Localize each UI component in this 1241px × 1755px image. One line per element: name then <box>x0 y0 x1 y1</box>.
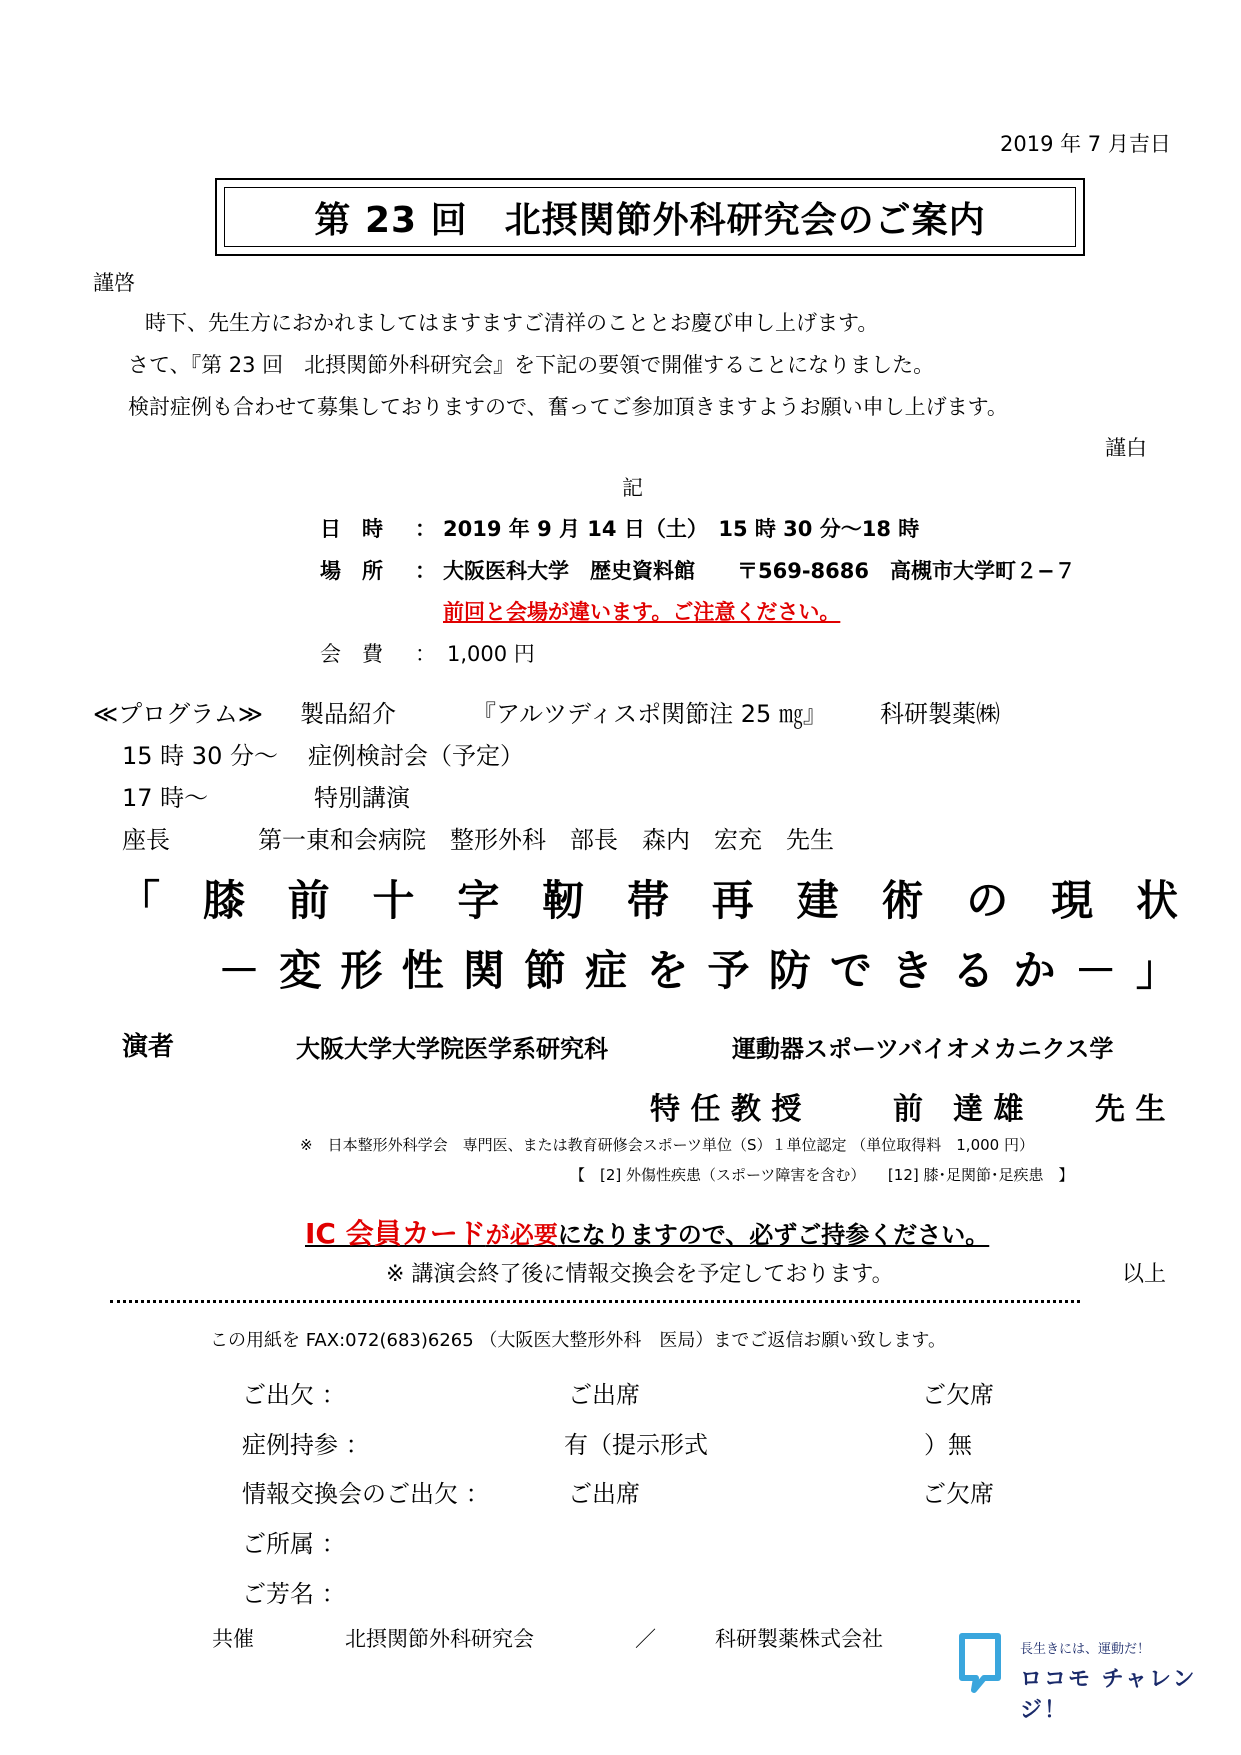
case-title: 症例検討会（予定） <box>308 742 524 770</box>
lecture-char: 節 <box>523 946 566 995</box>
lecture-char: 状 <box>1135 876 1178 925</box>
intro-line-2: さて、『第 23 回 北摂関節外科研究会』を下記の要領で開催することになりました。 <box>128 353 935 377</box>
lecture-char: 字 <box>457 876 500 925</box>
ic-card-red: IC 会員カード <box>305 1217 486 1250</box>
locomo-logo-icon <box>958 1632 1002 1694</box>
ki-heading: 記 <box>622 476 643 500</box>
cosponsor-org-2: 科研製薬株式会社 <box>715 1627 883 1651</box>
speaker-name: 前 達 雄 <box>893 1092 1024 1127</box>
ic-card-black: になりますので、必ずご持参ください。 <box>557 1221 990 1249</box>
lecture-char: 靭 <box>542 876 585 925</box>
lecture-title-line-1 <box>118 868 1178 928</box>
page-title: 第 23 回 北摂関節外科研究会のご案内 <box>224 187 1076 247</box>
lecture-char: 術 <box>881 876 924 925</box>
credit-line-1: ※ 日本整形外科学会 専門医、または教育研修会スポーツ単位（S）１単位認定 （単位取得料 1,000 円） <box>300 1136 1034 1154</box>
lecture-char: 性 <box>401 946 444 995</box>
exchange-label: 情報交換会のご出欠 ： <box>242 1480 490 1508</box>
place-label: 場 所 <box>320 559 383 583</box>
speaker-label: 演者 <box>122 1032 175 1062</box>
case-label: 症例持参 ： <box>242 1431 370 1459</box>
logo-name: ロコモ チャレンジ！ <box>1020 1667 1197 1723</box>
lecture-char: 予 <box>707 946 750 995</box>
ic-card-red-small: が必要 <box>485 1221 558 1249</box>
lecture-title-line-2 <box>218 938 1178 998</box>
attend-label: ご出欠 ： <box>242 1381 346 1409</box>
case-no-option[interactable]: 無 <box>948 1431 972 1459</box>
chair-value: 第一東和会病院 整形外科 部長 森内 宏充 先生 <box>258 826 834 854</box>
lecture-char: 変 <box>279 946 322 995</box>
place-sep: ： <box>415 559 436 583</box>
cosponsor-slash: ／ <box>635 1627 656 1651</box>
cut-line <box>110 1300 1080 1303</box>
datetime-value: 2019 年 9 月 14 日（土） 15 時 30 分～18 時 <box>443 517 920 541</box>
speaker-honorific: 先 生 <box>1095 1092 1166 1127</box>
exchange-no-option[interactable]: ご欠席 <box>922 1480 994 1508</box>
title-box <box>215 178 1085 256</box>
lecture-char: 膝 <box>202 876 245 925</box>
ic-card-notice <box>305 1212 989 1252</box>
lecture-char: 」 <box>1135 946 1178 995</box>
lecture-char: － <box>1074 946 1117 995</box>
lecture-char: － <box>218 946 261 995</box>
lecture-char: 「 <box>118 876 161 925</box>
fee-sep: ： <box>415 642 436 666</box>
lecture-char: の <box>966 876 1009 925</box>
ijou: 以上 <box>1122 1262 1167 1287</box>
program-heading: ≪プログラム≫ <box>93 700 264 728</box>
datetime-label: 日 時 <box>320 517 383 541</box>
lecture-char: 現 <box>1051 876 1094 925</box>
lecture-char: 関 <box>462 946 505 995</box>
product-name: 『アルツディスポ関節注 25 ㎎』 <box>472 700 827 728</box>
speaker-affiliation-1: 大阪大学大学院医学系研究科 <box>296 1035 608 1063</box>
intro-line-3: 検討症例も合わせて募集しておりますので、奮ってご参加頂きますようお願い申し上げます。 <box>128 395 1008 419</box>
speaker-position: 特 任 教 授 <box>650 1092 802 1127</box>
attend-no-option[interactable]: ご欠席 <box>922 1381 994 1409</box>
locomo-challenge-logo <box>958 1632 1208 1723</box>
lecture-char: で <box>829 946 872 995</box>
product-company: 科研製薬㈱ <box>880 700 1000 728</box>
credit-line-2: 【 [2] 外傷性疾患（スポーツ障害を含む） [12] 膝･足関節･足疾患 】 <box>570 1166 1074 1184</box>
exchange-note: ※ 講演会終了後に情報交換会を予定しております。 <box>386 1262 894 1287</box>
lecture-char: 形 <box>340 946 383 995</box>
lecture-char: 再 <box>711 876 754 925</box>
attend-yes-option[interactable]: ご出席 <box>568 1381 640 1409</box>
lecture-char: 帯 <box>626 876 669 925</box>
cosponsor-label: 共催 <box>212 1627 254 1651</box>
place-notice: 前回と会場が違います。ご注意ください。 <box>443 600 841 624</box>
lecture-char: か <box>1013 946 1056 995</box>
affiliation-label: ご所属 ： <box>242 1530 346 1558</box>
place-value: 大阪医科大学 歴史資料館 〒569-8686 高槻市大学町２−７ <box>443 559 1076 583</box>
exchange-yes-option[interactable]: ご出席 <box>568 1480 640 1508</box>
name-label: ご芳名 ： <box>242 1580 346 1608</box>
special-title: 特別講演 <box>314 784 410 812</box>
fee-value: 1,000 円 <box>447 642 535 666</box>
fee-label: 会 費 <box>320 642 383 666</box>
cosponsor-org-1: 北摂関節外科研究会 <box>345 1627 534 1651</box>
lecture-char: 建 <box>796 876 839 925</box>
lecture-char: 十 <box>372 876 415 925</box>
lecture-char: き <box>891 946 934 995</box>
salutation-open: 謹啓 <box>93 271 135 295</box>
lecture-char: 症 <box>585 946 628 995</box>
document-date: 2019 年 7 月吉日 <box>1000 132 1171 156</box>
lecture-char: 防 <box>768 946 811 995</box>
case-yes-option[interactable]: 有（提示形式 ） <box>564 1431 948 1459</box>
datetime-sep: ： <box>415 517 436 541</box>
product-label: 製品紹介 <box>300 700 396 728</box>
chair-label: 座長 <box>122 826 170 854</box>
fax-line: この用紙を FAX:072(683)6265 （大阪医大整形外科 医局）までご返信お願い致します。 <box>210 1330 946 1351</box>
salutation-close: 謹白 <box>1105 436 1147 460</box>
special-time: 17 時～ <box>122 784 209 812</box>
lecture-char: る <box>952 946 995 995</box>
speaker-affiliation-2: 運動器スポーツバイオメカニクス学 <box>732 1035 1114 1063</box>
lecture-char: 前 <box>287 876 330 925</box>
case-time: 15 時 30 分～ <box>122 742 278 770</box>
logo-tagline: 長生きには、運動だ！ <box>1020 1642 1151 1657</box>
lecture-char: を <box>646 946 689 995</box>
intro-line-1: 時下、先生方におかれましてはますますご清祥のこととお慶び申し上げます。 <box>145 311 879 335</box>
